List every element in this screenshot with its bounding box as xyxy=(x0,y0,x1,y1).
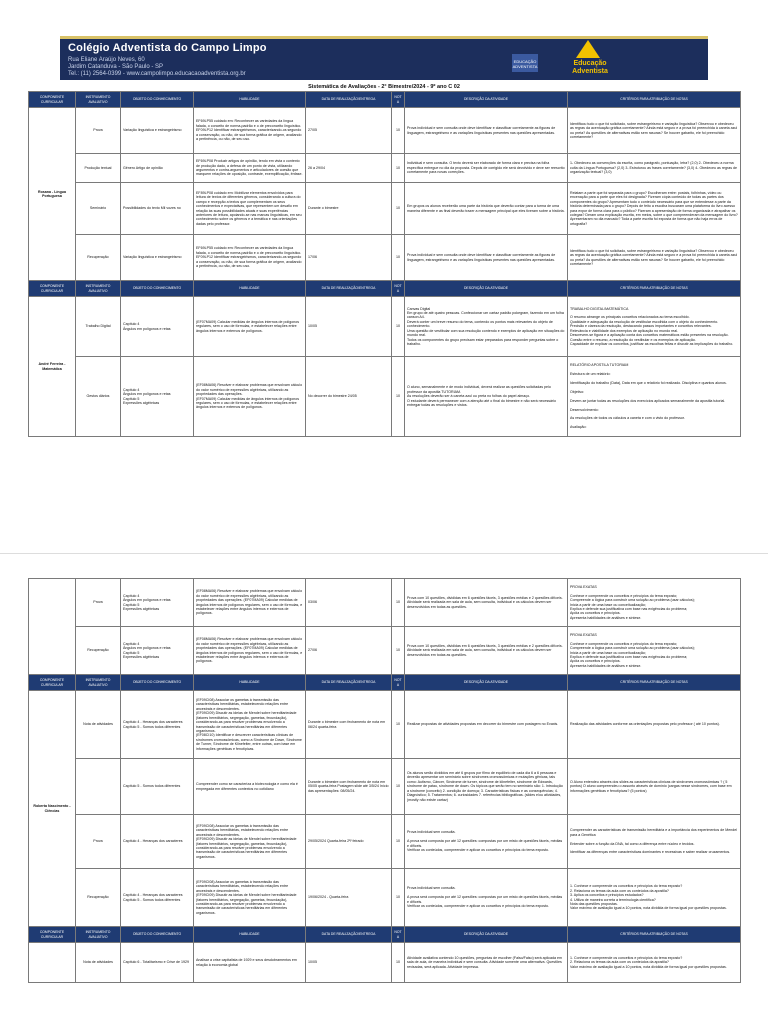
col-header: CRITÉRIOS PARA ATRIBUIÇÃO DE NOTAS xyxy=(568,927,741,943)
object-cell: Capítulo 4 Ângulos em polígonos e retas Capítulo 5 Expressões algébricas xyxy=(121,579,194,627)
col-header: DATA DE REALIZAÇÃO/ENTREGA xyxy=(306,927,392,943)
skill-cell: Analisar a crise capitalista de 1929 e seus desdobramentos em relação à economia global xyxy=(194,943,306,983)
col-header: HABILIDADE xyxy=(194,927,306,943)
date-cell: 29/05/2024 Quarta-feira 2ª/ feirado xyxy=(306,815,392,869)
criteria-cell: Relatam a parte que foi separada para o grupo? Escolheram entre: postais, folhinhas, vídeo ou encenação para a parte que eles foi designada? Fizeram cópia conteúdo de todas as partes dos componentes do grupo? Apresentam tudo o conteúdo necessário para que se entendesse a parte da história determinada para o grupo? Depois de feito a escolha buscaram uma plataforma do livro acesso para expor de forma clara para o público? Fizeram a apresentação de forma organizada e atrapalhar os colegas? Deram uma explicação escrita, em meios, sobre o que compreenderam da mensagem do livro? Apresentaram no dia marcado? Toda a parte escrita foi exposta de forma que não haja erros de ortografia? xyxy=(568,183,741,235)
description-cell: O aluno, semanalmente e de modo individual, deverá realizar as questões solicitadas pelo professor da apostila TUTORIAM. As resoluções deverão ser à caneta azul ou preta no folhas do papel almaço. O estudante deverá permanecer com a atenção até o final do bimestre e não será necessário entregar todas as resoluções e vistos. xyxy=(405,357,568,437)
object-cell: Capítulo 6 - Totalitarismo e Crise de 1929 xyxy=(121,943,194,983)
small-logo-icon: EDUCAÇÃO ADVENTISTA xyxy=(512,54,538,72)
col-header: DESCRIÇÃO DA ATIVIDADE xyxy=(405,281,568,297)
table-header-row xyxy=(29,92,741,108)
instrument-cell: Gestos diários xyxy=(76,357,121,437)
col-header: DATA DE REALIZAÇÃO/ENTREGA xyxy=(306,92,392,108)
instrument-cell: Nota de atividades xyxy=(76,691,121,759)
object-cell: Variação linguística e estrangeirismo xyxy=(121,235,194,281)
col-header: DESCRIÇÃO DA ATIVIDADE xyxy=(405,92,568,108)
date-cell: 27/06 xyxy=(306,627,392,675)
table-row xyxy=(29,183,741,235)
school-name: Colégio Adventista do Campo Limpo xyxy=(68,42,267,54)
instrument-cell: Nota de atividades xyxy=(76,943,121,983)
col-header: NOTA xyxy=(392,281,405,297)
criteria-cell: RELATÓRIO APOSTILA TUTORIAM Estrutura de um relatório: Identificação do trabalho (Data), Data em que o relatório foi realizado. Disciplina e quantos alunos. Objetivo: Devem-se juntar todas as resoluções dos exercícios aplicados semanalmente da apostila tutorial. Desenvolvimento: As resoluções de todos os cálculos a caneta e com o visto do professor. Avaliação: xyxy=(568,357,741,437)
object-cell: Capítulo 4 - Heranças dos caracteres Capítulo 5 - Somos todos diferentes xyxy=(121,869,194,927)
grade-cell: 10 xyxy=(392,183,405,235)
instrument-cell: Recuperação xyxy=(76,235,121,281)
description-cell: Individual e sem consulta. O texto deverá ser elaborado de forma clara e precisa na folha específica entregue no dia da proposta. Depois de corrigido ele será devolvido e deve ser reescrito corretamente para novas correções. xyxy=(405,154,568,183)
table-row xyxy=(29,235,741,281)
address-line-3: Tel.: (11) 2564-0399 - www.campolimpo.educacaoadventista.org.br xyxy=(68,71,246,77)
skill-cell: (EF09CI08) Associar os gametas à transmissão das características hereditárias, estabelecendo relações entre ancestrais e descendentes. (EF09CI09) Discutir as ideias de Mendel sobre hereditariedade (fatores hereditários, segregação, gametas, fecundação), considerando-as para resolver problemas envolvendo a transmissão de características hereditárias em diferentes organismos. (EF08CI10) Identificar e descrever características clínicas de síndromes cromossômicas, como a Síndrome de Down, Síndrome de Turner, Síndrome de Klinefelter, entre outras, com base em informações genéticas e fenotípicas. xyxy=(194,691,306,759)
date-cell: 10/05 xyxy=(306,297,392,357)
table-row xyxy=(29,943,741,983)
table-row xyxy=(29,759,741,815)
col-header: HABILIDADE xyxy=(194,281,306,297)
instrument-cell: Prova xyxy=(76,579,121,627)
col-header: DESCRIÇÃO DA ATIVIDADE xyxy=(405,927,568,943)
grade-cell: 10 xyxy=(392,815,405,869)
table-row xyxy=(29,691,741,759)
instrument-cell: Prova xyxy=(76,815,121,869)
grade-cell: 10 xyxy=(392,869,405,927)
col-header: INSTRUMENTO AVALIATIVO xyxy=(76,927,121,943)
col-header: COMPONENTE CURRICULAR xyxy=(29,92,76,108)
component-cell: Rosana - Língua Portuguesa xyxy=(29,108,76,281)
date-cell: 10/05 xyxy=(306,943,392,983)
date-cell: 17/06 xyxy=(306,235,392,281)
col-header: HABILIDADE xyxy=(194,675,306,691)
date-cell: 19/06/2024 - Quarta-feira xyxy=(306,869,392,927)
date-cell: Durante o bimestre com fechamento de nota em 06/24 quarta-feira xyxy=(306,691,392,759)
component-cell xyxy=(29,943,76,983)
skill-cell: EF69LP08 Produzir artigos de opinião, tendo em vista o contexto de produção dado, a defesa de um ponto de vista, utilizando argumentos e contra-argumentos e articuladores de coesão que marquem relações de oposição, contraste, exemplificação, ênfase. xyxy=(194,154,306,183)
object-cell: Variação linguística e estrangeirismo xyxy=(121,108,194,154)
assessment-table-2 xyxy=(28,578,741,983)
description-cell: Prova individual sem consulta. A prova será composta por até 12 questões: compostas por um misto de questões fáceis, médias e difíceis. Verificar os conteúdos, compreender e aplicar os conceitos e princípios do tema exposto. xyxy=(405,815,568,869)
table-row xyxy=(29,297,741,357)
table-header-row xyxy=(29,281,741,297)
description-cell: Prova individual e sem consulta onde deve identificar e classificar corretamente as figuras de linguagem, estrangeirismo e as variações linguísticas presentes nas questões apresentadas. xyxy=(405,108,568,154)
skill-cell: (EF07MA09) Calcular medidas de ângulos internos de polígonos regulares, sem o uso de fórmulas, e estabelecer relações entre ângulos internos e externos de polígonos. xyxy=(194,297,306,357)
grade-cell: 10 xyxy=(392,235,405,281)
object-cell: Capítulo 4 - Heranças dos caracteres Capítulo 5 - Somos todos diferentes xyxy=(121,691,194,759)
instrument-cell: Seminário xyxy=(76,183,121,235)
table-row xyxy=(29,815,741,869)
col-header: DATA DE REALIZAÇÃO/ENTREGA xyxy=(306,281,392,297)
description-cell: Os alunos serão divididos em até 6 grupos por filmo de equilíbrio de cada dia 6 a 6 pessoas e deverão apresentar um seminário sobre síndromes cromossômicas e mutações gênicas, tais como: Autismo, Câncer, Síndrome de turner, síndrome de klinefelter, síndrome de Edwards, síndrome de patau, síndrome de down. Os tópicos que serão tem no seminário são: 1. Introdução a síndrome (conceito) 2. condição de doença; 3. Características físicas e as consequências; 4. Diagnóstico; 5. Tratamentos; 6. curiosidades 7. referências bibliográficas. (slides e/ou atividades, (mostly não existe cartaz) xyxy=(405,759,568,815)
grade-cell: 10 xyxy=(392,759,405,815)
skill-cell: (EF09CI08) Associar os gametas à transmissão das características hereditárias, estabelecendo relações entre ancestrais e descendentes. (EF09CI09) Discutir as ideias de Mendel sobre hereditariedade (fatores hereditários, segregação, gametas, fecundação), considerando-as para resolver problemas envolvendo a transmissão de características hereditárias em diferentes organismos. xyxy=(194,815,306,869)
brand-triangle-icon xyxy=(576,40,600,58)
skill-cell: Compreender como se caracteriza a biotecnologia e como ela é empregada em diferentes contextos no cotidiano xyxy=(194,759,306,815)
date-cell: Durante o bimestre com fechamento de nota em 05/05 quarta-feira Postagem slide até 3/5/24 Início das apresentações: 08/05/24. xyxy=(306,759,392,815)
criteria-cell: PROVA EXATAS Conhece e compreende os conceitos e princípios do tema exposto; Compreende a lógica para construir uma solução ao problema (usar cálculos); Inicia a partir de uma base ou conceitualização; Explica e defende sua justificativa com base nas exigências do problema; Apóia os conceitos e princípios. Apresenta habilidades de análises e síntese. xyxy=(568,579,741,627)
col-header: CRITÉRIOS PARA ATRIBUIÇÃO DE NOTAS xyxy=(568,92,741,108)
criteria-cell: PROVA EXATAS Conhece e compreende os conceitos e princípios do tema exposto; Compreende a lógica para construir uma solução ao problema (usar cálculos); Inicia a partir de uma base ou conceitualização; Explica e defende sua justificativa com base nas exigências do problema; Apóia os conceitos e princípios. Apresenta habilidades de análises e síntese. xyxy=(568,627,741,675)
object-cell: Capítulo 4 Ângulos em polígonos e retas Capítulo 5 Expressões algébricas xyxy=(121,357,194,437)
grade-cell: 10 xyxy=(392,579,405,627)
description-cell: Realizar propostas de atividades propostas em decorrer do bimestre com postagem no Evaxis. xyxy=(405,691,568,759)
criteria-cell: Realização das atividades conforme as orientações propostas pelo professor ( até 10 pontos). xyxy=(568,691,741,759)
brand-line-1: Educação xyxy=(573,60,607,67)
skill-cell: (EF09CI08) Associar os gametas à transmissão das características hereditárias, estabelecendo relações entre ancestrais e descendentes. (EF09CI09) Discutir as ideias de Mendel sobre hereditariedade (fatores hereditários, segregação, gametas, fecundação), considerando-as para resolver problemas envolvendo a transmissão de características hereditárias em diferentes organismos. xyxy=(194,869,306,927)
grade-cell: 10 xyxy=(392,357,405,437)
col-header: HABILIDADE xyxy=(194,92,306,108)
table-row xyxy=(29,357,741,437)
table-row xyxy=(29,108,741,154)
col-header: CRITÉRIOS PARA ATRIBUIÇÃO DE NOTAS xyxy=(568,675,741,691)
criteria-cell: TRABALHO DIGITAL/MATEMÁTICA O resumo abrange os principais conceitos relacionados ao tema escolhido. Qualidade e adequação da resolução de vestibular escolhida com o objeto do conhecimento. Precisão e clareza da resolução, destacando passos importantes e conceitos relevantes. Relevância e viabilidade dos exemplos de aplicação no mundo real. Descrevem-se figura e a aplicação conta dos conceitos matemáticos estão presentes na resolução. Coesão entre o resumo, a resolução do vestibular e os exemplos de aplicação. Capacidade de explicar os conceitos, justificar as escolhas feitas e discutir as implicações do trabalho. xyxy=(568,297,741,357)
col-header: OBJETO DO CONHECIMENTO xyxy=(121,92,194,108)
grade-cell: 10 xyxy=(392,154,405,183)
skill-cell: (EF08MA06) Resolver e elaborar problemas que envolvam cálculo do valor numérico de expressões algébricas, utilizando as propriedades das operações. (EF07MA09) Calcular medidas de ângulos internos de polígonos regulares, sem o uso de fórmulas, e estabelecer relações entre ângulos internos e externos de polígonos. xyxy=(194,357,306,437)
object-cell: Capítulo 4 - Heranças dos caracteres xyxy=(121,815,194,869)
col-header: COMPONENTE CURRICULAR xyxy=(29,927,76,943)
col-header: COMPONENTE CURRICULAR xyxy=(29,675,76,691)
component-cell: André Ferreira - Matemática xyxy=(29,297,76,437)
object-cell: Capítulo 5 - Somos todos diferentes xyxy=(121,759,194,815)
table-row xyxy=(29,869,741,927)
table-row xyxy=(29,154,741,183)
instrument-cell: Recuperação xyxy=(76,627,121,675)
criteria-cell: 1. Conhece e compreende os conceitos e princípios do tema exposto? 2. Relaciona os temas da aula com os conteúdos da apostila? 3. Aplica os conceitos e princípios estudados? 4. Utiliza de maneira correta a terminologia científica? Nota das questões propostas. Valor máximo de avaliação igual a 10 pontos, nota dividida de forma igual por questões propostas. xyxy=(568,869,741,927)
criteria-cell: Identificou tudo o que foi solicitado, sobre estrangeirismo e variação linguística? Observou e obedeceu as regras da acentuação gráfica corretamente? Ainda está seguro e a prova foi preenchida à caneta azul ou preta? As questões de alternativas estão sem rasuras? Se houver gabarito, ele foi preenchido corretamente? xyxy=(568,235,741,281)
address-line-1: Rua Eliane Araújo Neves, 60 xyxy=(68,57,145,63)
skill-cell: EF69LP55 cuidado em: Reconhecer as variedades da língua falada, o conceito de norma-padrão e o de preconceito linguístico. EF09LP12 Identificar estrangeirismos, caracterizando-os segundo a conservação, ou não, de sua forma gráfica de origem, avaliando a pertinência, ou não, de seu uso. xyxy=(194,108,306,154)
page-title: Sistemática de Avaliações - 2° Bimestre/2024 - 9º ano C 02 xyxy=(308,84,460,90)
grade-cell: 10 xyxy=(392,627,405,675)
skill-cell: EF89LP08 cuidado em: Mobilizar elementos envolvidos para leitura de textos de diferentes gêneros, considerando a cultura do campo e recepção a textos que complementam os seus conhecimentos e expectativas, que representem um desafio em relação às suas possibilidades atuais e suas experiências anteriores de leitura, apoiando-se nas marcas linguísticas, em seu conhecimento sobre os gêneros e a temática e nas orientações dadas pelo professor. xyxy=(194,183,306,235)
criteria-cell: Compreender as características de transmissão hereditária e a importância dos experimentos de Mendel para a Genética Entender sobre a função da DNA, tal como a diferença entre núcleo e tecidos. Identificar as diferenças entre características dominantes e recessivas e saber realizar cruzamentos. xyxy=(568,815,741,869)
educacao-adventista-logo xyxy=(560,40,620,78)
grade-cell: 10 xyxy=(392,108,405,154)
object-cell: Capítulo 4 Ângulos em polígonos e retas Capítulo 5 Expressões algébricas xyxy=(121,627,194,675)
col-header: DATA DE REALIZAÇÃO/ENTREGA xyxy=(306,675,392,691)
instrument-cell: Trabalho Digital xyxy=(76,297,121,357)
col-header: NOTA xyxy=(392,927,405,943)
instrument-cell xyxy=(76,759,121,815)
col-header: INSTRUMENTO AVALIATIVO xyxy=(76,675,121,691)
col-header: NOTA xyxy=(392,675,405,691)
date-cell: 26 a 29/04 xyxy=(306,154,392,183)
col-header: INSTRUMENTO AVALIATIVO xyxy=(76,92,121,108)
school-header-banner xyxy=(60,36,708,80)
object-cell: Gênero Artigo de opinião xyxy=(121,154,194,183)
object-cell: Possibilidades do texto Mil vozes no xyxy=(121,183,194,235)
criteria-cell: 1- Obedeceu as convenções da escrita, como parágrafo, pontuação, letra? (2,0) 2- Obedeceu a norma culta da Língua Portuguesa? (2,0) 3- Estruturou as frases corretamente? (3,0) 4- Obedeceu as regras de organização textual? (3,0) xyxy=(568,154,741,183)
col-header: NOTA xyxy=(392,92,405,108)
col-header: OBJETO DO CONHECIMENTO xyxy=(121,927,194,943)
instrument-cell: Recuperação xyxy=(76,869,121,927)
date-cell: 27/05 xyxy=(306,108,392,154)
component-cell xyxy=(29,579,76,675)
description-cell: Canvas Digital Em grupo de até quatro pessoas. Confeccionar um cartaz padrão pokegram, fazendo em um folha canson A4. Deverá conter um breve resumo do tema, contendo os pontos mais relevantes do objeto de conhecimento. Uma questão de vestibular com sua resolução contendo e exemplos de aplicação em situações do mundo real. Todos os componentes do grupo precisam estar preparados para responder perguntas sobre o trabalho. xyxy=(405,297,568,357)
table-row xyxy=(29,579,741,627)
sheet-page-2 xyxy=(0,553,768,1024)
address-line-2: Jardim Catanduva - São Paulo - SP xyxy=(68,64,164,70)
instrument-cell: Produção textual xyxy=(76,154,121,183)
table-header-row xyxy=(29,675,741,691)
col-header: INSTRUMENTO AVALIATIVO xyxy=(76,281,121,297)
description-cell: Prova individual e sem consulta onde deve identificar e classificar corretamente as figuras de linguagem, estrangeirismo e as variações linguísticas presentes nas questões apresentadas. xyxy=(405,235,568,281)
skill-cell: (EF08MA06) Resolver e elaborar problemas que envolvam cálculo do valor numérico de expressões algébricas, utilizando as propriedades das operações. (EF07MA09) Calcular medidas de ângulos internos de polígonos regulares, sem o uso de fórmulas, e estabelecer relações entre ângulos internos e externos de polígonos. xyxy=(194,627,306,675)
description-cell: Atividade avaliativa contendo 10 questões, perguntas de escolher (Falso/Falso) será aplicada em sala de aula, de maneira individual e sem consulta. Atividade somente uma alternativa. Questões revisadas, será aplicada. Atividade impressa. xyxy=(405,943,568,983)
grade-cell: 10 xyxy=(392,943,405,983)
description-cell: Prova individual sem consulta. A prova será composta por até 12 questões: compostas por um misto de questões fáceis, médias e difíceis. Verificar os conteúdos, compreender e aplicar os conceitos e princípios do tema exposto. xyxy=(405,869,568,927)
instrument-cell: Prova xyxy=(76,108,121,154)
grade-cell: 10 xyxy=(392,297,405,357)
col-header: OBJETO DO CONHECIMENTO xyxy=(121,675,194,691)
brand-line-2: Adventista xyxy=(572,68,608,75)
object-cell: Capítulo 4 Ângulos em polígonos e retas xyxy=(121,297,194,357)
component-cell: Roberta Nascimento - Ciências xyxy=(29,691,76,927)
skill-cell: (EF08MA06) Resolver e elaborar problemas que envolvam cálculo do valor numérico de expressões algébricas, utilizando as propriedades das operações. (EF07MA09) Calcular medidas de ângulos internos de polígonos regulares, sem o uso de fórmulas, e estabelecer relações entre ângulos internos e externos de polígonos. xyxy=(194,579,306,627)
criteria-cell: 1. Conhece e compreende os conceitos e princípios do tema exposto? 2. Relaciona os temas da aula com os conteúdos da apostila? Valor máximo de avaliação igual a 10 pontos, nota dividida de forma igual por questões propostas. xyxy=(568,943,741,983)
col-header: COMPONENTE CURRICULAR xyxy=(29,281,76,297)
date-cell: 03/06 xyxy=(306,579,392,627)
skill-cell: EF69LP55 cuidado em: Reconhecer as variedades da língua falada, o conceito de norma-padrão e o de preconceito linguístico. EF09LP12 Identificar estrangeirismos, caracterizando-os segundo a conservação, ou não, de sua forma gráfica de origem, avaliando a pertinência, ou não, de seu uso. xyxy=(194,235,306,281)
grade-cell: 10 xyxy=(392,691,405,759)
col-header: CRITÉRIOS PARA ATRIBUIÇÃO DE NOTAS xyxy=(568,281,741,297)
table-row xyxy=(29,627,741,675)
banner-stripe xyxy=(60,36,708,39)
date-cell: Durante o bimestre xyxy=(306,183,392,235)
col-header: OBJETO DO CONHECIMENTO xyxy=(121,281,194,297)
criteria-cell: O Aluno entendeu através dos slides as características clínicas de síndromes cromossômicas ? ( 5 pontos) O aluno compreendeu o assunto através de domínio (cargas nesse síndromes, com base em informações genéticas e fenotípicas? (5 pontos) xyxy=(568,759,741,815)
criteria-cell: Identificou tudo o que foi solicitado, sobre estrangeirismo e variação linguística? Observou e obedeceu as regras da acentuação gráfica corretamente? Ainda está seguro e a prova foi preenchida à caneta azul ou preta? As questões de alternativas estão sem rasuras? Se houver gabarito, ele foi preenchido corretamente? xyxy=(568,108,741,154)
assessment-table-1 xyxy=(28,91,741,437)
description-cell: Em grupos os alunos receberão uma parte da história que deverão contar para a turma de uma maneira diferente e as final deverão trazer a mensagem principal que eles tiveram sobre a história. xyxy=(405,183,568,235)
col-header: DESCRIÇÃO DA ATIVIDADE xyxy=(405,675,568,691)
sheet-page-1 xyxy=(0,0,768,505)
description-cell: Prova com 10 questões, divididas em 6 questões fáceis, 3 questões médias e 2 questões difíceis. Atividade será realizada em sala de aula, sem consulta, individual e os cálculos devem ser desenvolvidos em todas as questões. xyxy=(405,579,568,627)
description-cell: Prova com 10 questões, divididas em 6 questões fáceis, 3 questões médias e 2 questões difíceis. Atividade será realizada em sala de aula, sem consulta, individual e os cálculos devem ser desenvolvidos em todas as questões. xyxy=(405,627,568,675)
date-cell: No decorrer do bimestre 24/05 xyxy=(306,357,392,437)
table-header-row xyxy=(29,927,741,943)
